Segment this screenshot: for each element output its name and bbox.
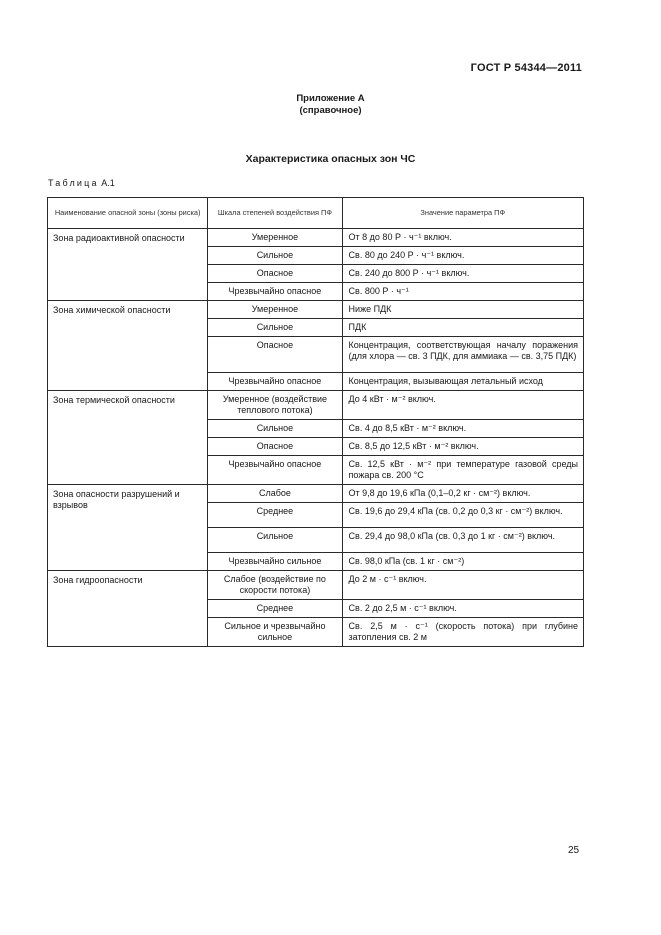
zone-cell: Зона опасности разрушений и взрывов (48, 485, 208, 571)
value-cell: Св. 98,0 кПа (св. 1 кг · см⁻²) (342, 553, 583, 571)
value-cell: Концентрация, вызывающая летальный исход (342, 373, 583, 391)
scale-cell: Сильное (208, 528, 342, 553)
table-row (48, 229, 584, 247)
value-cell: Св. 29,4 до 98,0 кПа (св. 0,3 до 1 кг · см⁻²) включ. (342, 528, 583, 553)
document-standard-header: ГОСТ Р 54344—2011 (470, 62, 582, 74)
appendix-subtitle: (справочное) (299, 105, 362, 116)
scale-cell: Сильное (208, 319, 342, 337)
value-cell: До 2 м · с⁻¹ включ. (342, 571, 583, 600)
scale-cell: Умеренное (воздействие теплового потока) (208, 391, 342, 420)
table-caption (48, 178, 115, 188)
scale-cell: Опасное (208, 438, 342, 456)
scale-cell: Чрезвычайно опасное (208, 283, 342, 301)
value-cell: Св. 800 Р · ч⁻¹ (342, 283, 583, 301)
value-cell: До 4 кВт · м⁻² включ. (342, 391, 583, 420)
value-cell: Св. 2,5 м · с⁻¹ (скорость потока) при глубине затопления св. 2 м (342, 618, 583, 647)
scale-cell: Опасное (208, 265, 342, 283)
value-cell: Св. 80 до 240 Р · ч⁻¹ включ. (342, 247, 583, 265)
zone-cell: Зона гидроопасности (48, 571, 208, 647)
value-cell: Св. 4 до 8,5 кВт · м⁻² включ. (342, 420, 583, 438)
hazard-zones-table (47, 197, 584, 647)
appendix-title: Приложение А (296, 93, 365, 104)
table-row (48, 571, 584, 600)
column-header-zone: Наименование опасной зоны (зоны риска) (48, 198, 208, 229)
table-row (48, 391, 584, 420)
column-header-value: Значение параметра ПФ (342, 198, 583, 229)
scale-cell: Умеренное (208, 229, 342, 247)
scale-cell: Слабое (208, 485, 342, 503)
value-cell: Ниже ПДК (342, 301, 583, 319)
value-cell: От 8 до 80 Р · ч⁻¹ включ. (342, 229, 583, 247)
scale-cell: Сильное и чрезвычайно сильное (208, 618, 342, 647)
scale-cell: Слабое (воздействие по скорости потока) (208, 571, 342, 600)
value-cell: ПДК (342, 319, 583, 337)
value-cell: Св. 8,5 до 12,5 кВт · м⁻² включ. (342, 438, 583, 456)
scale-cell: Сильное (208, 420, 342, 438)
scale-cell: Сильное (208, 247, 342, 265)
table-row (48, 301, 584, 319)
value-cell: Св. 19,6 до 29,4 кПа (св. 0,2 до 0,3 кг · см⁻²) включ. (342, 503, 583, 528)
scale-cell: Опасное (208, 337, 342, 373)
scale-cell: Среднее (208, 503, 342, 528)
page-number: 25 (568, 845, 580, 856)
value-cell: Св. 12,5 кВт · м⁻² при температуре газовой среды пожара св. 200 °С (342, 456, 583, 485)
table-row (48, 485, 584, 503)
table-caption-word: Таблица (48, 178, 99, 188)
page-title: Характеристика опасных зон ЧС (245, 153, 416, 165)
scale-cell: Чрезвычайно опасное (208, 456, 342, 485)
value-cell: Св. 240 до 800 Р · ч⁻¹ включ. (342, 265, 583, 283)
table-caption-number: А.1 (101, 178, 115, 188)
value-cell: Св. 2 до 2,5 м · с⁻¹ включ. (342, 600, 583, 618)
scale-cell: Чрезвычайно опасное (208, 373, 342, 391)
zone-cell: Зона химической опасности (48, 301, 208, 391)
scale-cell: Чрезвычайно сильное (208, 553, 342, 571)
value-cell: От 9,8 до 19,6 кПа (0,1–0,2 кг · см⁻²) включ. (342, 485, 583, 503)
value-cell: Концентрация, соответствующая началу поражения (для хлора — св. 3 ПДК, для аммиака — св. 3,75 ПДК) (342, 337, 583, 373)
scale-cell: Умеренное (208, 301, 342, 319)
table-header-row (48, 198, 584, 229)
column-header-scale: Шкала степеней воздействия ПФ (208, 198, 342, 229)
appendix-heading (0, 93, 661, 117)
scale-cell: Среднее (208, 600, 342, 618)
zone-cell: Зона термической опасности (48, 391, 208, 485)
zone-cell: Зона радиоактивной опасности (48, 229, 208, 301)
